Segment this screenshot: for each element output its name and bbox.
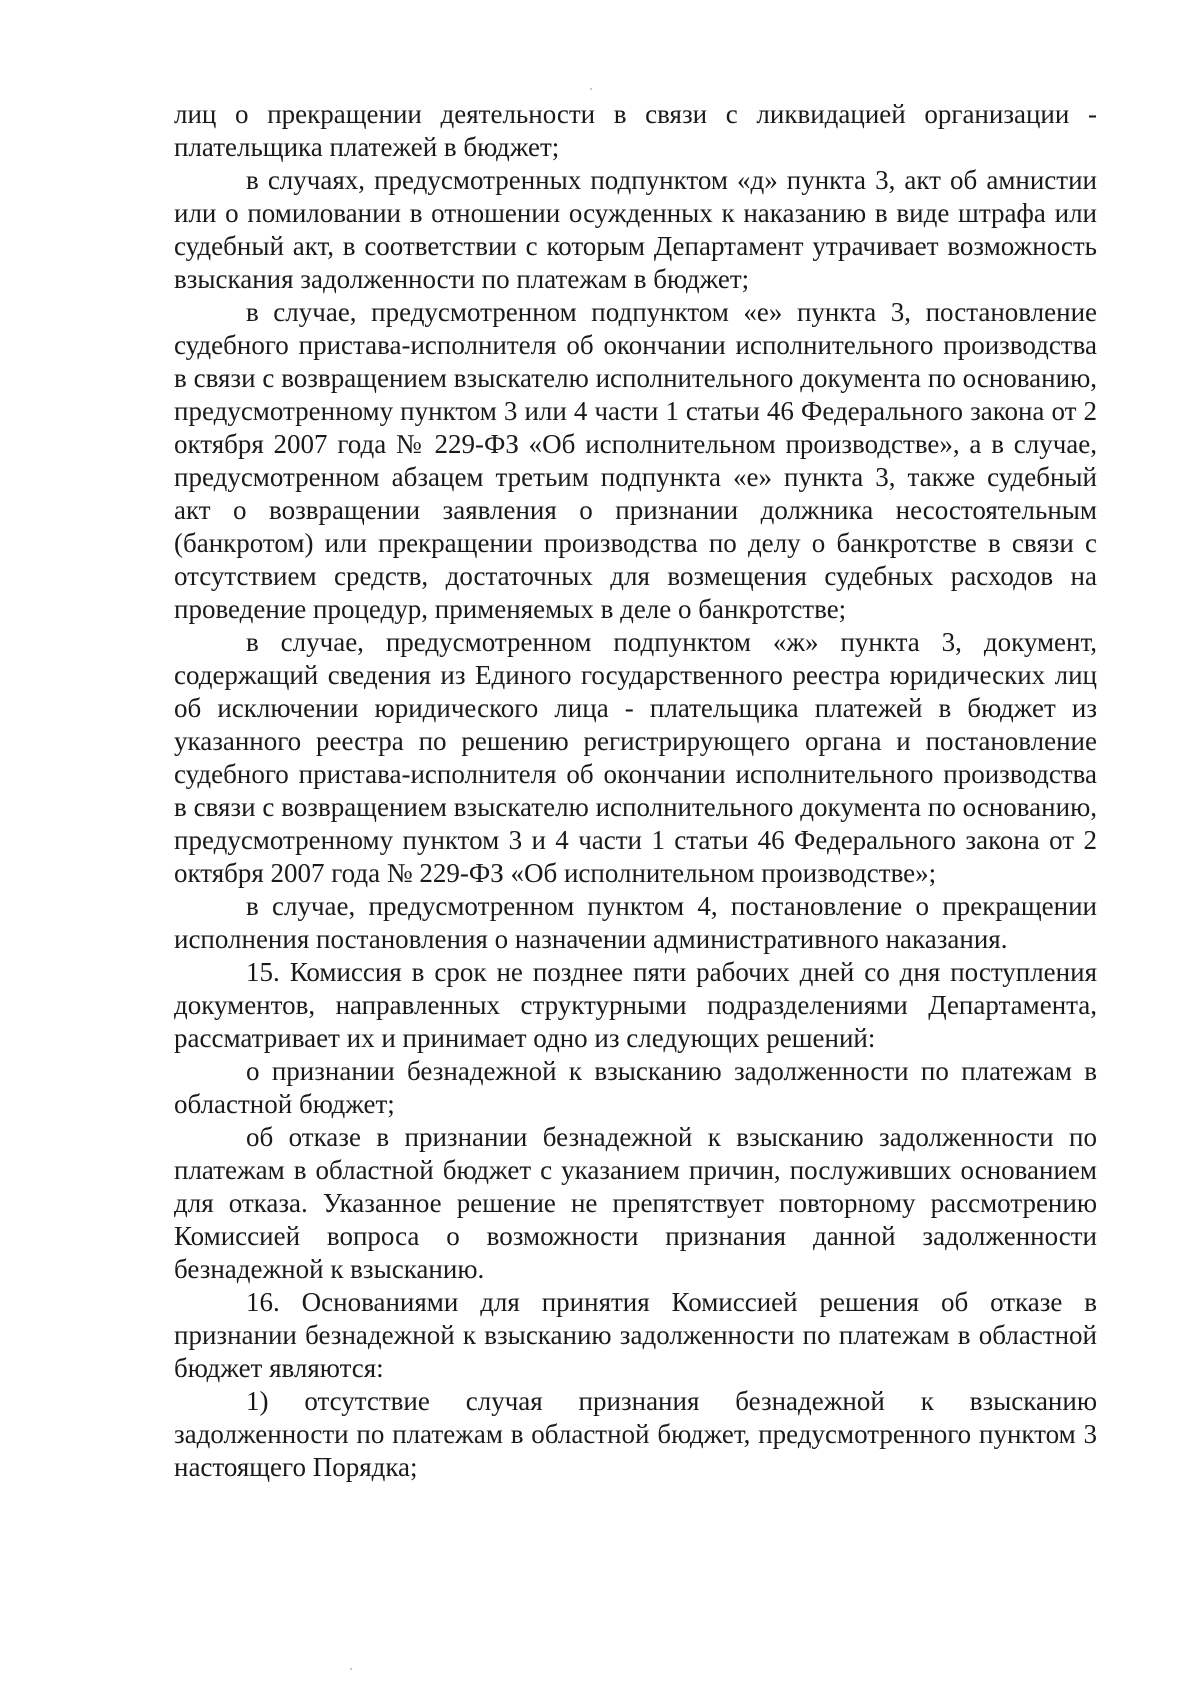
paragraph: лиц о прекращении деятельности в связи с ликвидацией организации - плательщика платежей в бюджет;: [174, 99, 1097, 162]
paragraph: о признании безнадежной к взысканию задолженности по платежам в областной бюджет;: [174, 1056, 1097, 1119]
document-body: [174, 98, 1097, 1484]
paragraph: 16. Основаниями для принятия Комиссией решения об отказе в признании безнадежной к взысканию задолженности по платежам в областной бюджет являются:: [174, 1287, 1097, 1383]
paragraph: в случаях, предусмотренных подпунктом «д» пункта 3, акт об амнистии или о помиловании в отношении осужденных к наказанию в виде штрафа или судебный акт, в соответствии с которым Департамент утрачивает возможность взыскания задолженности по платежам в бюджет;: [174, 165, 1097, 294]
paragraph: об отказе в признании безнадежной к взысканию задолженности по платежам в областной бюджет с указанием причин, послуживших основанием для отказа. Указанное решение не препятствует повторному рассмотрению Комиссией вопроса о возможности признания данной задолженности безнадежной к взысканию.: [174, 1122, 1097, 1284]
paragraph: 1) отсутствие случая признания безнадежной к взысканию задолженности по платежам в областной бюджет, предусмотренного пунктом 3 настоящего Порядка;: [174, 1386, 1097, 1482]
paragraph: в случае, предусмотренном пунктом 4, постановление о прекращении исполнения постановления о назначении административного наказания.: [174, 891, 1097, 954]
paragraph: в случае, предусмотренном подпунктом «е» пункта 3, постановление судебного пристава-исполнителя об окончании исполнительного производства в связи с возвращением взыскателю исполнительного документа по основанию, предусмотренному пунктом 3 или 4 части 1 статьи 46 Федерального закона от 2 октября 2007 года № 229-ФЗ «Об исполнительном производстве», а в случае, предусмотренном абзацем третьим подпункта «е» пункта 3, также судебный акт о возвращении заявления о признании должника несостоятельным (банкротом) или прекращении производства по делу о банкротстве в связи с отсутствием средств, достаточных для возмещения судебных расходов на проведение процедур, применяемых в деле о банкротстве;: [174, 297, 1097, 624]
paragraph: в случае, предусмотренном подпунктом «ж» пункта 3, документ, содержащий сведения из Единого государственного реестра юридических лиц об исключении юридического лица - плательщика платежей в бюджет из указанного реестра по решению регистрирующего органа и постановление судебного пристава-исполнителя об окончании исполнительного производства в связи с возвращением взыскателю исполнительного документа по основанию, предусмотренному пунктом 3 и 4 части 1 статьи 46 Федерального закона от 2 октября 2007 года № 229-ФЗ «Об исполнительном производстве»;: [174, 627, 1097, 888]
paragraph: 15. Комиссия в срок не позднее пяти рабочих дней со дня поступления документов, направленных структурными подразделениями Департамента, рассматривает их и принимает одно из следующих решений:: [174, 957, 1097, 1053]
scan-speck: [350, 1668, 352, 1670]
scan-speck: [590, 88, 592, 90]
